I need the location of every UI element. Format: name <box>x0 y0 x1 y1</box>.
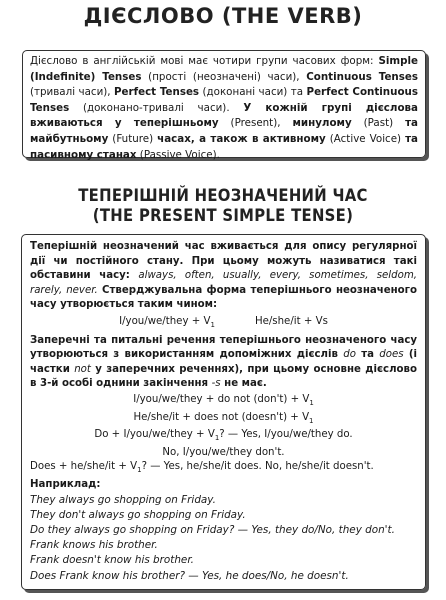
example-item: They don't always go shopping on Friday. <box>30 508 246 521</box>
affirmative-formula: I/you/we/they + $V_1$ He/she/it + Vs <box>119 315 328 329</box>
section-subtitle: (THE PRESENT SIMPLE TENSE) <box>92 206 354 225</box>
short-answer-negative: No, I/you/we/they don't. <box>162 446 285 458</box>
rule-description: Теперішній неозначений час вживається для опису регулярної дії чи постійного стану. При цьому можуть називатися такі обставини часу: always, often, usually, every, sometimes, seldom, rarely, never. Стверджувальна форма теперішнього неозначеного часу утворюється таким чином: <box>30 241 417 311</box>
negative-formula: I/you/we/they + do not $(don't) + V_1$ <box>133 393 314 407</box>
question-formula-3rd: Does + $he/she/it + V_1$? — Yes, he/she/it does. No, he/she/it doesn't. <box>30 461 374 475</box>
example-item: Frank doesn't know his brother. <box>30 554 194 567</box>
intro-box <box>22 50 426 161</box>
negative-question-rule: Заперечні та питальні речення теперішнього неозначеного часу утворюються з використанням допоміжних дієслів do та does (і частки not у заперечних реченнях), при цьому основне дієслово в 3-й особі однини закінчення -s не має. <box>30 334 418 390</box>
example-item: Does Frank know his brother? — Yes, he does/No, he doesn't. <box>30 569 349 582</box>
example-heading: Наприклад: <box>30 479 101 491</box>
rule-box <box>21 234 426 590</box>
example-item: They always go shopping on Friday. <box>30 493 216 506</box>
example-item: Frank knows his brother. <box>30 539 158 552</box>
section-title: ТЕПЕРІШНІЙ НЕОЗНАЧЕНИЙ ЧАС <box>78 186 368 205</box>
example-item: Do they always go shopping on Friday? — Yes, they do/No, they don't. <box>30 524 395 537</box>
page-title: ДІЄСЛОВО (THE VERB) <box>83 4 363 28</box>
question-formula: Do + I/you/we/they + $V_1$? — Yes, I/you/we/they do. <box>94 429 353 443</box>
intro-paragraph: Дієслово в англійській мові має чотири групи часових форм: Simple (Indefinite) Tenses (прості (неозначені) часи), Continuous Tenses (тривалі часи), Perfect Tenses (доконані часи) та Perfect Continuous Tenses (доконано-тривалі часи). У кожній групі дієслова вживаються у теперішньому (Present), минулому (Past) та майбутньому (Future) часах, а також в активному (Active Voice) та пасивному станах (Passive Voice). <box>30 55 419 161</box>
negative-formula-3rd: He/she/it + does not (doesn't) + $V_1$ <box>133 411 314 425</box>
